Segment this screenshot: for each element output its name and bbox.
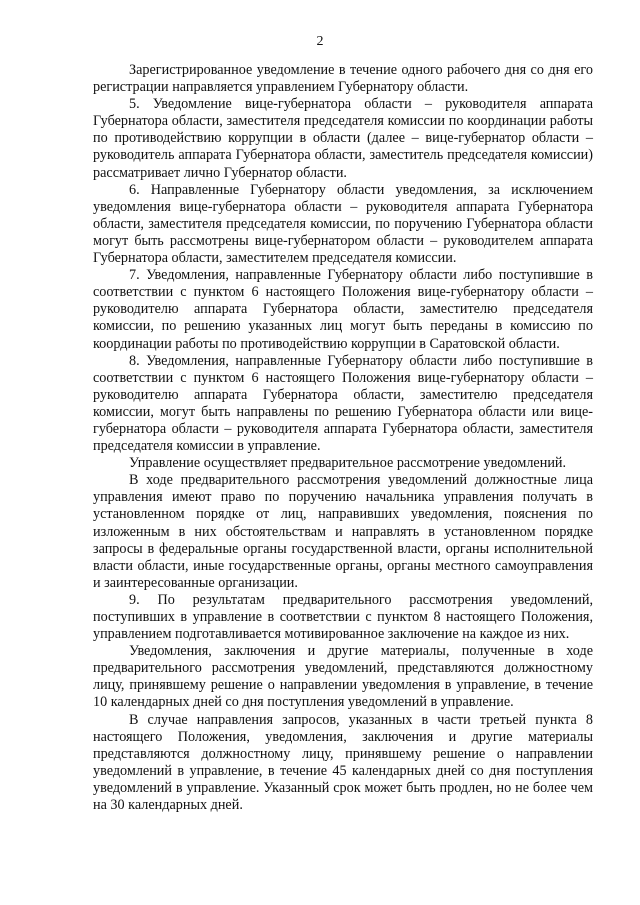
paragraph: 8. Уведомления, направленные Губернатору области либо поступившие в соответствии с пунктом 6 настоящего Положения вице-губернатору области – руководителю аппарата Губернатора области, заместителю председателя комиссии, могут быть направлены по решению Губернатора области или вице-губернатора области – руководителя аппарата Губернатора области, заместителя председателя комиссии в управление. — [93, 352, 593, 455]
paragraph: В случае направления запросов, указанных в части третьей пункта 8 настоящего Положения, уведомления, заключения и другие материалы представляются должностному лицу, принявшему решение о направлении уведомлений в управление, в течение 45 календарных дней со дня поступления уведомлений в управление. Указанный срок может быть продлен, но не более чем на 30 календарных дней. — [93, 711, 593, 814]
paragraph: Управление осуществляет предварительное рассмотрение уведомлений. — [129, 455, 567, 472]
paragraph: 5. Уведомление вице-губернатора области – руководителя аппарата Губернатора области, заместителя председателя комиссии по координации работы по противодействию коррупции в области (далее – вице-губернатор области – руководитель аппарата Губернатора области, заместитель председателя комиссии) рассматривает лично Губернатор области. — [93, 96, 593, 181]
document-body — [93, 62, 593, 814]
paragraph: В ходе предварительного рассмотрения уведомлений должностные лица управления имеют право по поручению начальника управления получать в установленном порядке от лиц, направивших уведомления, пояснения по изложенным в них обстоятельствам и направлять в установленном порядке запросы в федеральные органы государственной власти, органы исполнительной власти области, иные государственные органы, органы местного самоуправления и заинтересованные организации. — [93, 472, 593, 591]
paragraph: Зарегистрированное уведомление в течение одного рабочего дня со дня его регистрации направляется управлением Губернатору области. — [93, 62, 593, 96]
paragraph: 9. По результатам предварительного рассмотрения уведомлений, поступивших в управление в соответствии с пунктом 8 настоящего Положения, управлением подготавливается мотивированное заключение на каждое из них. — [93, 591, 593, 643]
paragraph: 6. Направленные Губернатору области уведомления, за исключением уведомления вице-губернатора области – руководителя аппарата Губернатора области, заместителя председателя комиссии, по поручению Губернатора области могут быть рассмотрены вице-губернатором области – руководителем аппарата Губернатора области, заместителем председателя комиссии. — [93, 181, 593, 267]
page-number: 2 — [316, 34, 324, 49]
paragraph: Уведомления, заключения и другие материалы, полученные в ходе предварительного рассмотрения уведомлений, представляются должностному лицу, принявшему решение о направлении уведомления в управление, в течение 10 календарных дней со дня поступления уведомлений в управление. — [93, 643, 593, 711]
paragraph: 7. Уведомления, направленные Губернатору области либо поступившие в соответствии с пунктом 6 настоящего Положения вице-губернатору области – руководителю аппарата Губернатора области, заместителю председателя комиссии, по решению указанных лиц могут быть переданы в комиссию по координации работы по противодействию коррупции в Саратовской области. — [93, 267, 593, 352]
